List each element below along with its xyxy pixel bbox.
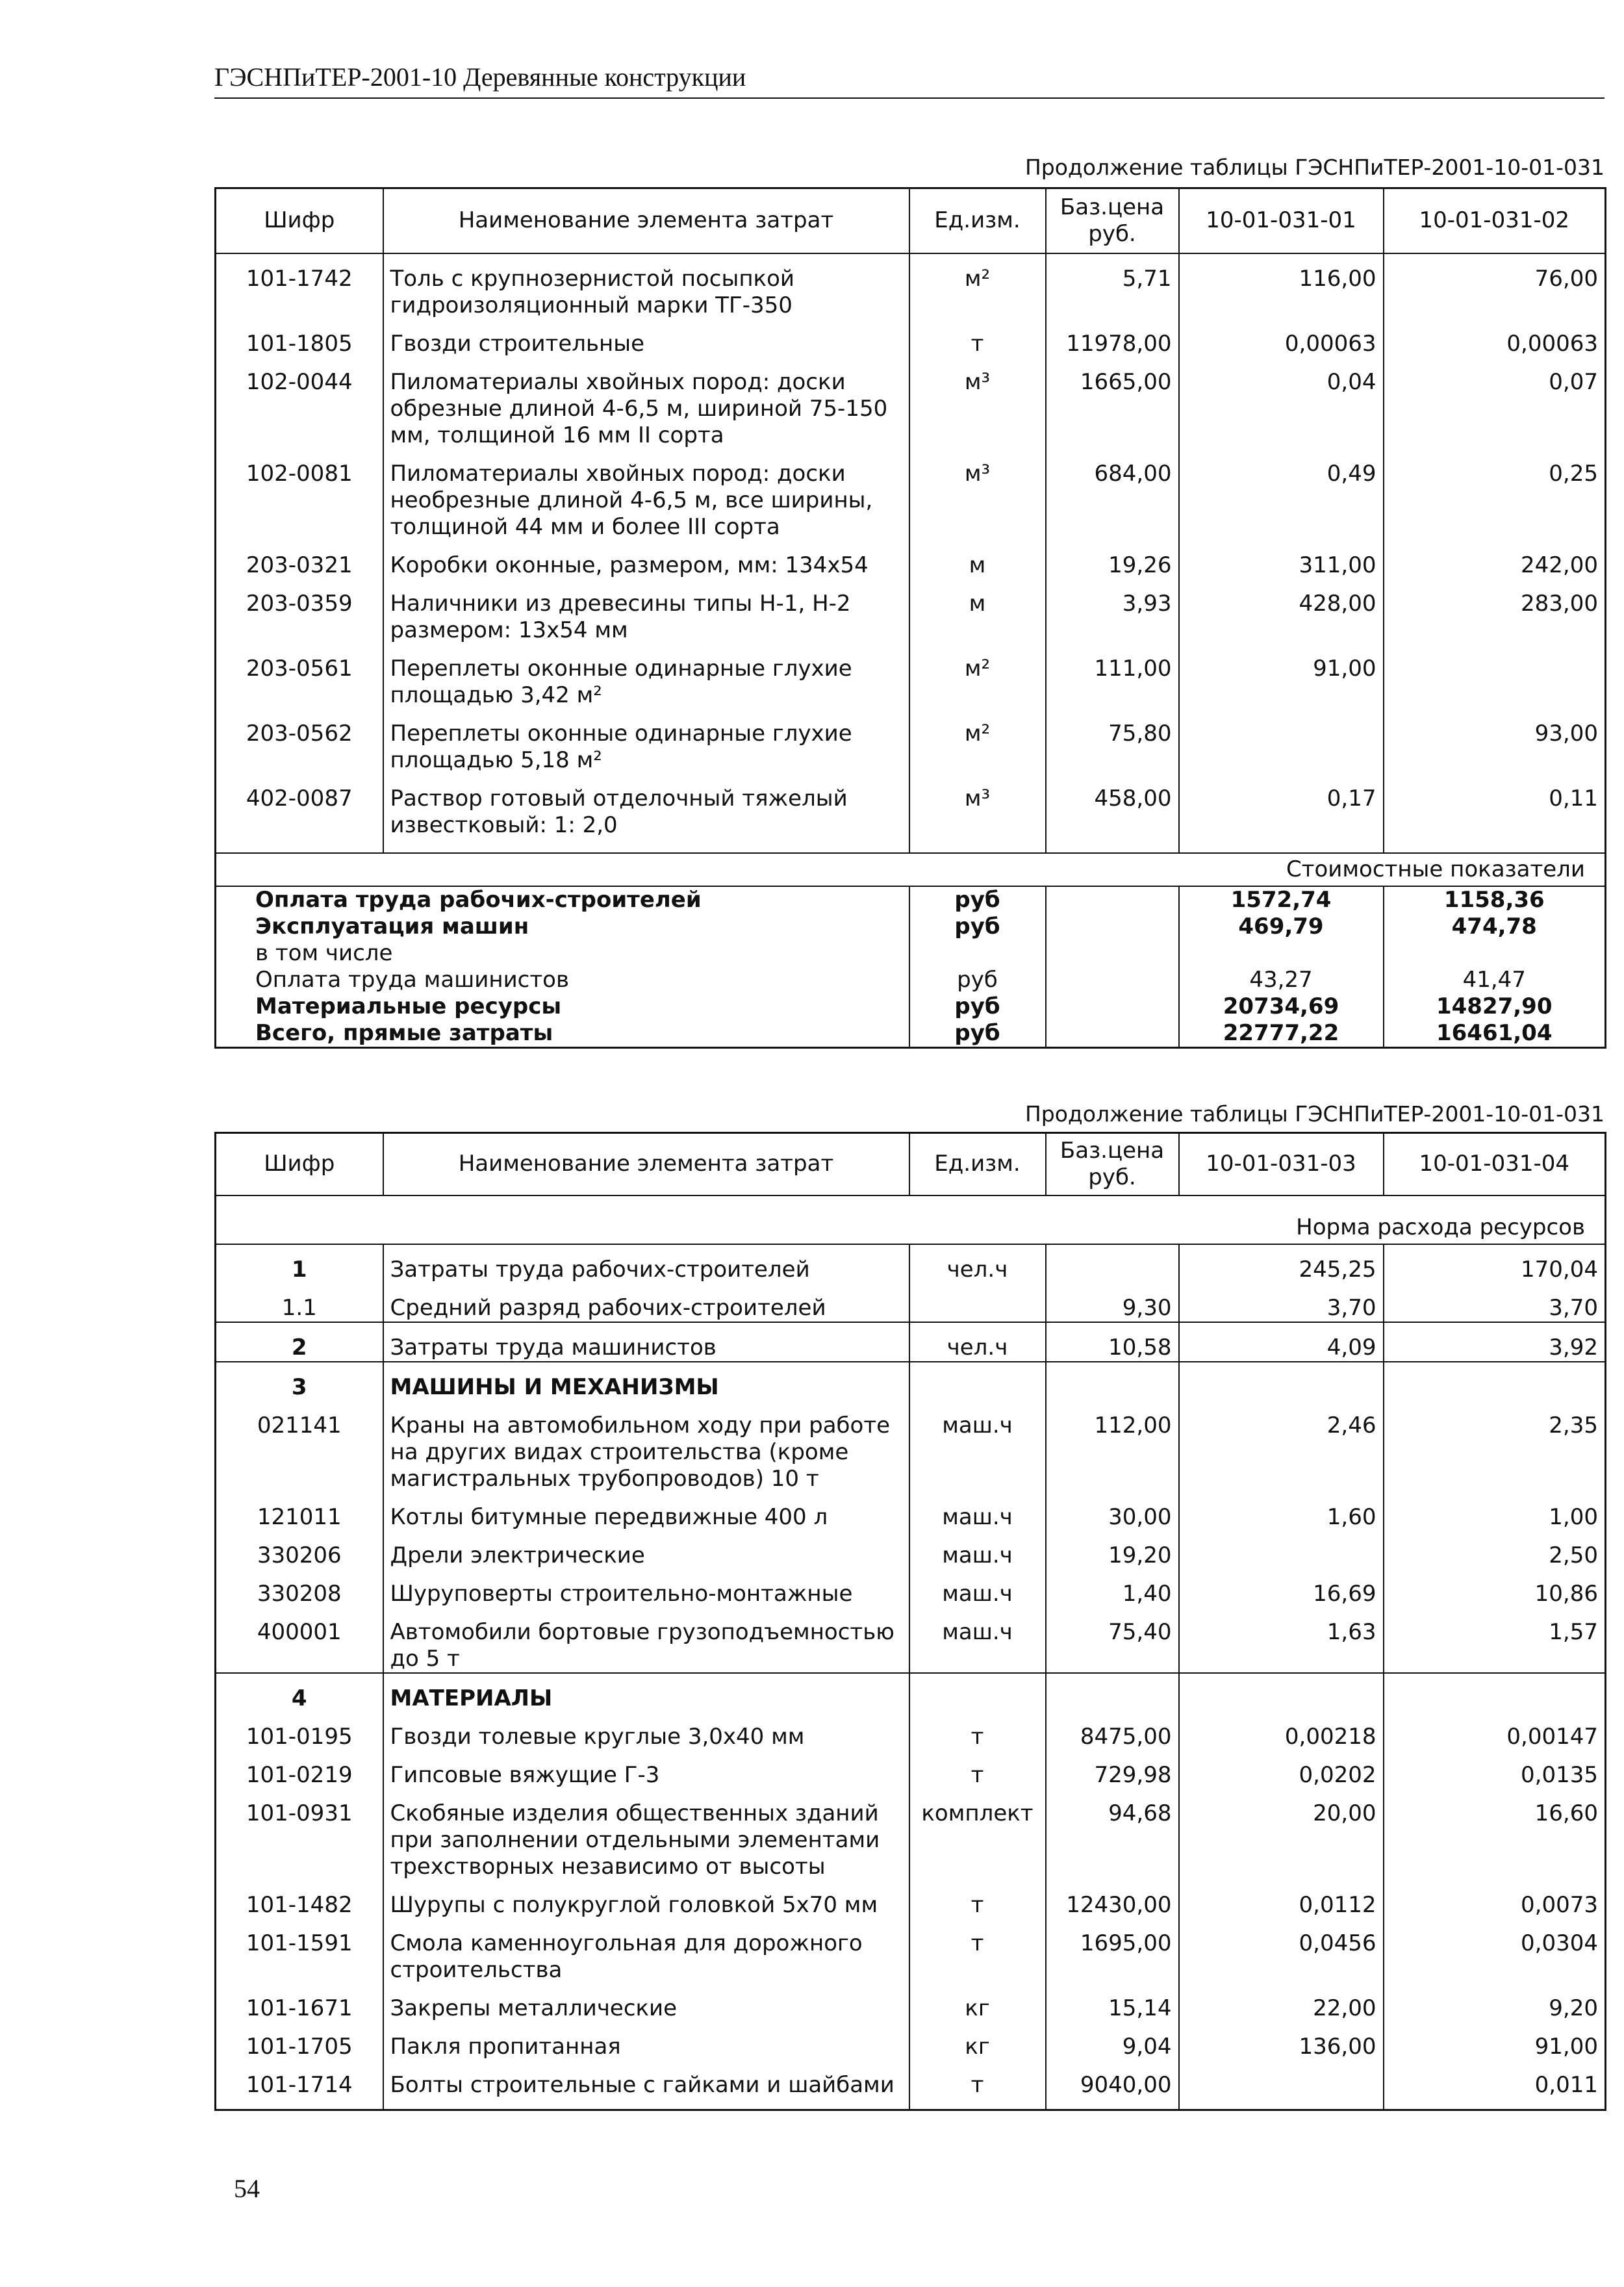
resource-norm-label: Норма расхода ресурсов (216, 1195, 1606, 1244)
value-col2: 0,00147 (1384, 1712, 1606, 1750)
table1-continuation-caption: Продолжение таблицы ГЭСНПиТЕР-2001-10-01-031 (1024, 155, 1605, 180)
section-heading-row (216, 1673, 1606, 1712)
value-col2: 91,00 (1384, 2022, 1606, 2060)
value-col2: 1,57 (1384, 1607, 1606, 1673)
unit: т (909, 1880, 1046, 1919)
unit: чел.ч (909, 1322, 1046, 1362)
value-col1: 0,0112 (1179, 1880, 1384, 1919)
table-row (216, 1322, 1606, 1362)
table-row (216, 709, 1606, 774)
resource-name: Краны на автомобильном ходу при работе на других видах строительства (кроме магистральных трубопроводов) 10 т (383, 1401, 909, 1492)
base-price: 19,26 (1046, 541, 1179, 579)
base-price (1046, 993, 1179, 1020)
col-code-header: Шифр (216, 188, 383, 253)
base-price: 1,40 (1046, 1569, 1179, 1607)
value-col2: 93,00 (1384, 709, 1606, 774)
totals-label: в том числе (216, 940, 909, 967)
resource-name: Пиломатериалы хвойных пород: доски необрезные длиной 4-6,5 м, все ширины, толщиной 44 мм и более III сорта (383, 449, 909, 541)
base-price (1046, 1020, 1179, 1048)
base-price: 5,71 (1046, 253, 1179, 319)
value-col1: 0,04 (1179, 357, 1384, 449)
table-row (216, 644, 1606, 709)
value-col1: 469,79 (1179, 914, 1384, 940)
col-unit-header: Ед.изм. (909, 188, 1046, 253)
base-price (1046, 914, 1179, 940)
resource-code: 402-0087 (216, 774, 383, 839)
base-price: 75,40 (1046, 1607, 1179, 1673)
value-col1 (1179, 1362, 1384, 1401)
value-col1: 0,0202 (1179, 1750, 1384, 1789)
table-row (216, 1984, 1606, 2022)
base-price: 1665,00 (1046, 357, 1179, 449)
base-price: 111,00 (1046, 644, 1179, 709)
value-col2: 0,11 (1384, 774, 1606, 839)
spacer-row (216, 839, 1606, 853)
base-price: 1695,00 (1046, 1919, 1179, 1984)
value-col1: 3,70 (1179, 1283, 1384, 1322)
resource-name: Коробки оконные, размером, мм: 134х54 (383, 541, 909, 579)
value-col2: 9,20 (1384, 1984, 1606, 2022)
resource-code: 4 (216, 1673, 383, 1712)
resource-name: Наличники из древесины типы Н-1, Н-2 размером: 13х54 мм (383, 579, 909, 644)
table-row (216, 1789, 1606, 1880)
base-price: 9040,00 (1046, 2060, 1179, 2099)
col-v2-header: 10-01-031-04 (1384, 1133, 1606, 1195)
base-price: 12430,00 (1046, 1880, 1179, 1919)
unit (909, 1673, 1046, 1712)
resource-code: 101-1482 (216, 1880, 383, 1919)
resource-code: 1 (216, 1244, 383, 1283)
resource-name: Автомобили бортовые грузоподъемностью до 5 т (383, 1607, 909, 1673)
table-row (216, 1492, 1606, 1531)
unit: чел.ч (909, 1244, 1046, 1283)
value-col2: 0,0135 (1384, 1750, 1606, 1789)
value-col1 (1179, 940, 1384, 967)
value-col1: 136,00 (1179, 2022, 1384, 2060)
value-col1: 1,63 (1179, 1607, 1384, 1673)
totals-row (216, 1020, 1606, 1048)
unit: руб (909, 914, 1046, 940)
unit: м² (909, 644, 1046, 709)
col-v1-header: 10-01-031-03 (1179, 1133, 1384, 1195)
totals-label: Материальные ресурсы (216, 993, 909, 1020)
base-price (1046, 1362, 1179, 1401)
value-col1: 2,46 (1179, 1401, 1384, 1492)
resource-code: 3 (216, 1362, 383, 1401)
resource-code: 021141 (216, 1401, 383, 1492)
table2 (214, 1132, 1606, 2111)
resource-name: МАТЕРИАЛЫ (383, 1673, 909, 1712)
value-col2: 0,07 (1384, 357, 1606, 449)
resource-code: 101-0219 (216, 1750, 383, 1789)
value-col1: 0,0456 (1179, 1919, 1384, 1984)
base-price: 30,00 (1046, 1492, 1179, 1531)
value-col1 (1179, 2060, 1384, 2099)
value-col2: 3,70 (1384, 1283, 1606, 1322)
resource-code: 400001 (216, 1607, 383, 1673)
unit: м (909, 579, 1046, 644)
base-price: 15,14 (1046, 1984, 1179, 2022)
resource-name: Дрели электрические (383, 1531, 909, 1569)
value-col2: 1,00 (1384, 1492, 1606, 1531)
base-price: 458,00 (1046, 774, 1179, 839)
spacer-row (216, 2099, 1606, 2110)
unit: м³ (909, 449, 1046, 541)
value-col1: 1,60 (1179, 1492, 1384, 1531)
unit: м² (909, 253, 1046, 319)
totals-row (216, 993, 1606, 1020)
resource-name: Средний разряд рабочих-строителей (383, 1283, 909, 1322)
resource-name: Переплеты оконные одинарные глухие площадью 3,42 м² (383, 644, 909, 709)
value-col1: 22777,22 (1179, 1020, 1384, 1048)
col-code-header: Шифр (216, 1133, 383, 1195)
unit: т (909, 319, 1046, 357)
value-col1: 91,00 (1179, 644, 1384, 709)
totals-row (216, 886, 1606, 914)
value-col1: 0,00063 (1179, 319, 1384, 357)
base-price (1046, 1673, 1179, 1712)
value-col1 (1179, 1531, 1384, 1569)
base-price: 94,68 (1046, 1789, 1179, 1880)
unit: т (909, 2060, 1046, 2099)
unit: кг (909, 1984, 1046, 2022)
value-col2: 76,00 (1384, 253, 1606, 319)
resource-name: Смола каменноугольная для дорожного строительства (383, 1919, 909, 1984)
unit: т (909, 1712, 1046, 1750)
value-col1: 4,09 (1179, 1322, 1384, 1362)
table-row (216, 449, 1606, 541)
resource-name: Болты строительные с гайками и шайбами (383, 2060, 909, 2099)
base-price: 9,04 (1046, 2022, 1179, 2060)
value-col1: 245,25 (1179, 1244, 1384, 1283)
unit: руб (909, 993, 1046, 1020)
col-unit-header: Ед.изм. (909, 1133, 1046, 1195)
value-col2: 14827,90 (1384, 993, 1606, 1020)
table-row (216, 2022, 1606, 2060)
unit: маш.ч (909, 1607, 1046, 1673)
band-row (216, 853, 1606, 886)
value-col1: 0,49 (1179, 449, 1384, 541)
base-price: 10,58 (1046, 1322, 1179, 1362)
table-row (216, 774, 1606, 839)
table-row (216, 1244, 1606, 1283)
value-col2: 10,86 (1384, 1569, 1606, 1607)
resource-code: 101-1671 (216, 1984, 383, 2022)
table-row (216, 319, 1606, 357)
unit: маш.ч (909, 1492, 1046, 1531)
value-col1: 0,17 (1179, 774, 1384, 839)
resource-code: 1.1 (216, 1283, 383, 1322)
unit (909, 1362, 1046, 1401)
section-heading-row (216, 1362, 1606, 1401)
value-col1 (1179, 709, 1384, 774)
resource-name: Котлы битумные передвижные 400 л (383, 1492, 909, 1531)
unit: м (909, 541, 1046, 579)
value-col1: 43,27 (1179, 967, 1384, 993)
col-name-header: Наименование элемента затрат (383, 1133, 909, 1195)
value-col1: 428,00 (1179, 579, 1384, 644)
value-col2 (1384, 1673, 1606, 1712)
resource-code: 101-1591 (216, 1919, 383, 1984)
value-col2: 2,50 (1384, 1531, 1606, 1569)
unit: маш.ч (909, 1401, 1046, 1492)
value-col1: 0,00218 (1179, 1712, 1384, 1750)
value-col2: 0,25 (1384, 449, 1606, 541)
base-price: 9,30 (1046, 1283, 1179, 1322)
unit (909, 940, 1046, 967)
table-row (216, 579, 1606, 644)
base-price (1046, 967, 1179, 993)
value-col2 (1384, 644, 1606, 709)
resource-code: 101-1805 (216, 319, 383, 357)
resource-code: 203-0562 (216, 709, 383, 774)
resource-name: Затраты труда машинистов (383, 1322, 909, 1362)
base-price: 75,80 (1046, 709, 1179, 774)
table-row (216, 1712, 1606, 1750)
resource-code: 203-0321 (216, 541, 383, 579)
resource-name: Гвозди толевые круглые 3,0х40 мм (383, 1712, 909, 1750)
col-name-header: Наименование элемента затрат (383, 188, 909, 253)
resource-name: Затраты труда рабочих-строителей (383, 1244, 909, 1283)
totals-label: Оплата труда рабочих-строителей (216, 886, 909, 914)
resource-code: 102-0044 (216, 357, 383, 449)
resource-code: 101-1705 (216, 2022, 383, 2060)
unit: м² (909, 709, 1046, 774)
resource-code: 101-1742 (216, 253, 383, 319)
resource-name: Толь с крупнозернистой посыпкой гидроизоляционный марки ТГ-350 (383, 253, 909, 319)
value-col2: 16461,04 (1384, 1020, 1606, 1048)
base-price: 684,00 (1046, 449, 1179, 541)
totals-label: Эксплуатация машин (216, 914, 909, 940)
resource-code: 203-0359 (216, 579, 383, 644)
value-col2: 474,78 (1384, 914, 1606, 940)
value-col2: 3,92 (1384, 1322, 1606, 1362)
resource-code: 330206 (216, 1531, 383, 1569)
table-row (216, 1283, 1606, 1322)
unit: комплект (909, 1789, 1046, 1880)
value-col2: 41,47 (1384, 967, 1606, 993)
table-row (216, 357, 1606, 449)
base-price: 19,20 (1046, 1531, 1179, 1569)
value-col2: 170,04 (1384, 1244, 1606, 1283)
unit (909, 1283, 1046, 1322)
resource-code: 102-0081 (216, 449, 383, 541)
base-price: 112,00 (1046, 1401, 1179, 1492)
page-header-title: ГЭСНПиТЕР-2001-10 Деревянные конструкции (214, 62, 746, 92)
totals-label: Оплата труда машинистов (216, 967, 909, 993)
totals-row (216, 914, 1606, 940)
value-col2: 0,011 (1384, 2060, 1606, 2099)
resource-code: 330208 (216, 1569, 383, 1607)
resource-name: Скобяные изделия общественных зданий при заполнении отдельными элементами трехстворных независимо от высоты (383, 1789, 909, 1880)
unit: м³ (909, 357, 1046, 449)
header-rule (214, 97, 1605, 99)
value-col1: 311,00 (1179, 541, 1384, 579)
value-col1: 1572,74 (1179, 886, 1384, 914)
value-col2: 242,00 (1384, 541, 1606, 579)
table2-continuation-caption: Продолжение таблицы ГЭСНПиТЕР-2001-10-01-031 (1024, 1101, 1605, 1127)
table-row (216, 253, 1606, 319)
totals-row (216, 967, 1606, 993)
value-col1: 16,69 (1179, 1569, 1384, 1607)
value-col2: 0,0304 (1384, 1919, 1606, 1984)
table-row (216, 1919, 1606, 1984)
resource-name: Пакля пропитанная (383, 2022, 909, 2060)
value-col1: 20,00 (1179, 1789, 1384, 1880)
resource-code: 101-0195 (216, 1712, 383, 1750)
value-col1: 22,00 (1179, 1984, 1384, 2022)
table-row (216, 541, 1606, 579)
value-col2: 0,00063 (1384, 319, 1606, 357)
resource-name: Шуруповерты строительно-монтажные (383, 1569, 909, 1607)
base-price: 3,93 (1046, 579, 1179, 644)
value-col2 (1384, 940, 1606, 967)
unit: т (909, 1750, 1046, 1789)
resource-code: 101-1714 (216, 2060, 383, 2099)
unit: кг (909, 2022, 1046, 2060)
table-row (216, 1401, 1606, 1492)
resource-name: Закрепы металлические (383, 1984, 909, 2022)
totals-row (216, 940, 1606, 967)
col-price-header: Баз.цена руб. (1046, 1133, 1179, 1195)
value-col2: 2,35 (1384, 1401, 1606, 1492)
resource-name: Переплеты оконные одинарные глухие площадью 5,18 м² (383, 709, 909, 774)
col-price-header: Баз.цена руб. (1046, 188, 1179, 253)
base-price: 8475,00 (1046, 1712, 1179, 1750)
table-row (216, 1607, 1606, 1673)
unit: маш.ч (909, 1531, 1046, 1569)
band-row (216, 1195, 1606, 1244)
table-row (216, 1531, 1606, 1569)
table-row (216, 1880, 1606, 1919)
unit: руб (909, 967, 1046, 993)
col-v1-header: 10-01-031-01 (1179, 188, 1384, 253)
unit: маш.ч (909, 1569, 1046, 1607)
resource-code: 101-0931 (216, 1789, 383, 1880)
resource-code: 121011 (216, 1492, 383, 1531)
resource-name: Гипсовые вяжущие Г-3 (383, 1750, 909, 1789)
table-row (216, 1569, 1606, 1607)
unit: руб (909, 886, 1046, 914)
resource-code: 2 (216, 1322, 383, 1362)
unit: м³ (909, 774, 1046, 839)
base-price (1046, 1244, 1179, 1283)
totals-label: Всего, прямые затраты (216, 1020, 909, 1048)
value-col1 (1179, 1673, 1384, 1712)
resource-name: Шурупы с полукруглой головкой 5х70 мм (383, 1880, 909, 1919)
value-col2: 0,0073 (1384, 1880, 1606, 1919)
base-price (1046, 940, 1179, 967)
resource-name: Раствор готовый отделочный тяжелый известковый: 1: 2,0 (383, 774, 909, 839)
col-v2-header: 10-01-031-02 (1384, 188, 1606, 253)
value-col2: 16,60 (1384, 1789, 1606, 1880)
resource-name: Пиломатериалы хвойных пород: доски обрезные длиной 4-6,5 м, шириной 75-150 мм, толщиной 16 мм II сорта (383, 357, 909, 449)
base-price (1046, 886, 1179, 914)
table-row (216, 2060, 1606, 2099)
base-price: 729,98 (1046, 1750, 1179, 1789)
value-col2 (1384, 1362, 1606, 1401)
value-col2: 1158,36 (1384, 886, 1606, 914)
resource-name: Гвозди строительные (383, 319, 909, 357)
unit: т (909, 1919, 1046, 1984)
resource-code: 203-0561 (216, 644, 383, 709)
table-row (216, 1750, 1606, 1789)
value-col1: 20734,69 (1179, 993, 1384, 1020)
resource-name: МАШИНЫ И МЕХАНИЗМЫ (383, 1362, 909, 1401)
value-col1: 116,00 (1179, 253, 1384, 319)
base-price: 11978,00 (1046, 319, 1179, 357)
page-number: 54 (234, 2174, 260, 2203)
value-col2: 283,00 (1384, 579, 1606, 644)
unit: руб (909, 1020, 1046, 1048)
cost-indicators-label: Стоимостные показатели (216, 853, 1606, 886)
table1 (214, 187, 1606, 1049)
